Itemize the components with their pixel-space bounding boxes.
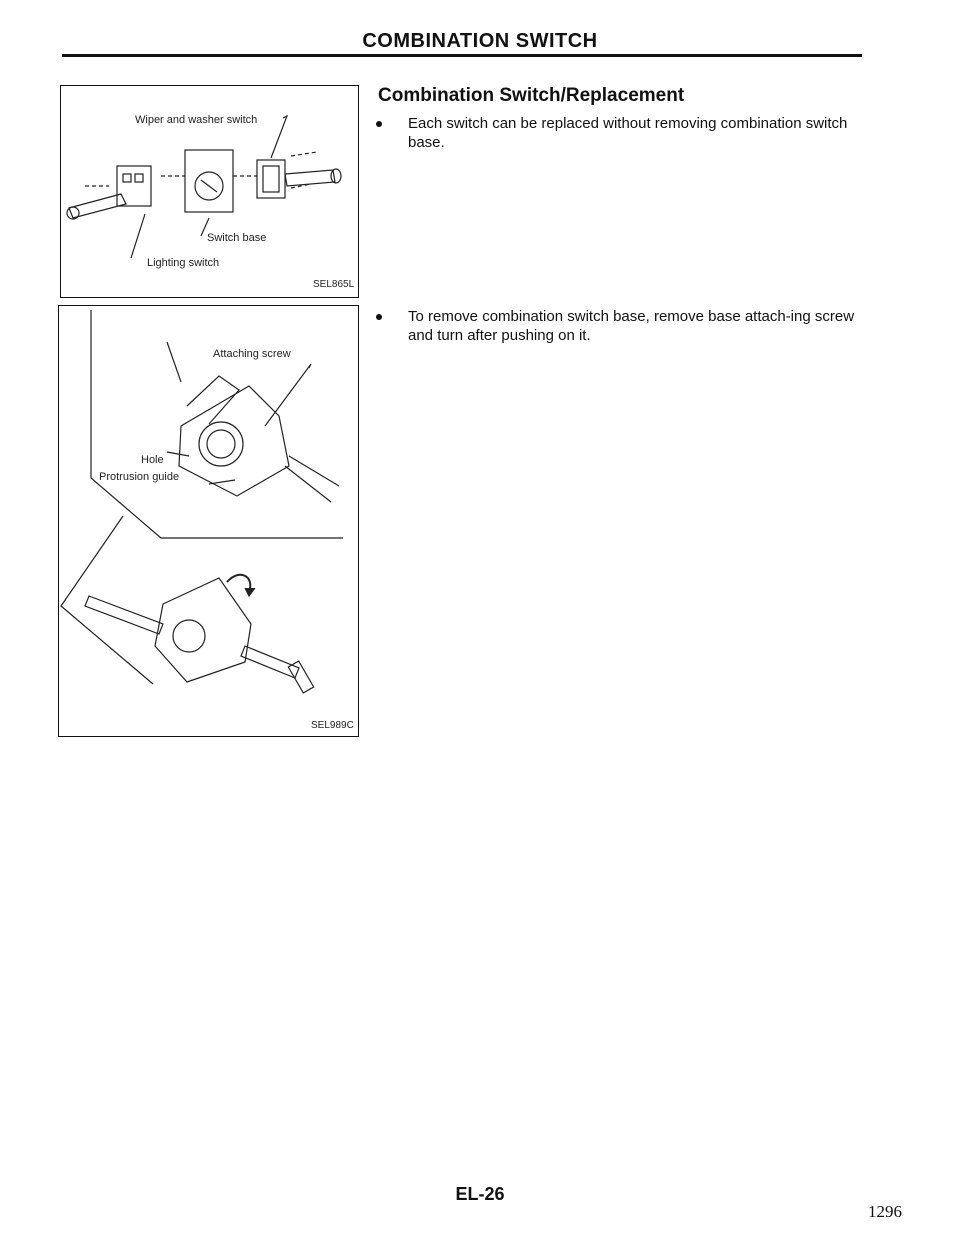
bullet-item [376,114,866,152]
bullet-item [376,307,866,345]
label-wiper-washer-switch: Wiper and washer switch [135,114,258,126]
page-number: 1296 [868,1202,902,1221]
page-header-title: COMBINATION SWITCH [362,30,598,52]
bullet-dot [376,314,382,320]
figure-switch-base-removal [58,305,359,737]
figure-code: SEL989C [311,720,354,731]
label-lighting-switch: Lighting switch [147,257,220,269]
figure-code: SEL865L [313,279,355,290]
page-code: EL-26 [455,1184,505,1204]
figure-switch-exploded [60,85,359,298]
bullet-text: Each switch can be replaced without removing combination switch base. [408,115,848,151]
label-hole: Hole [141,454,164,466]
section-title: Combination Switch/Replacement [378,85,685,106]
bullet-dot [376,121,382,127]
header-rule [62,54,862,57]
label-protrusion-guide: Protrusion guide [99,471,180,483]
switch-base-removal-illustration [59,306,358,736]
bullet-text: To remove combination switch base, remove base attach-ing screw and turn after pushing on it. [408,308,855,344]
label-attaching-screw: Attaching screw [213,348,291,360]
label-switch-base: Switch base [207,232,267,244]
